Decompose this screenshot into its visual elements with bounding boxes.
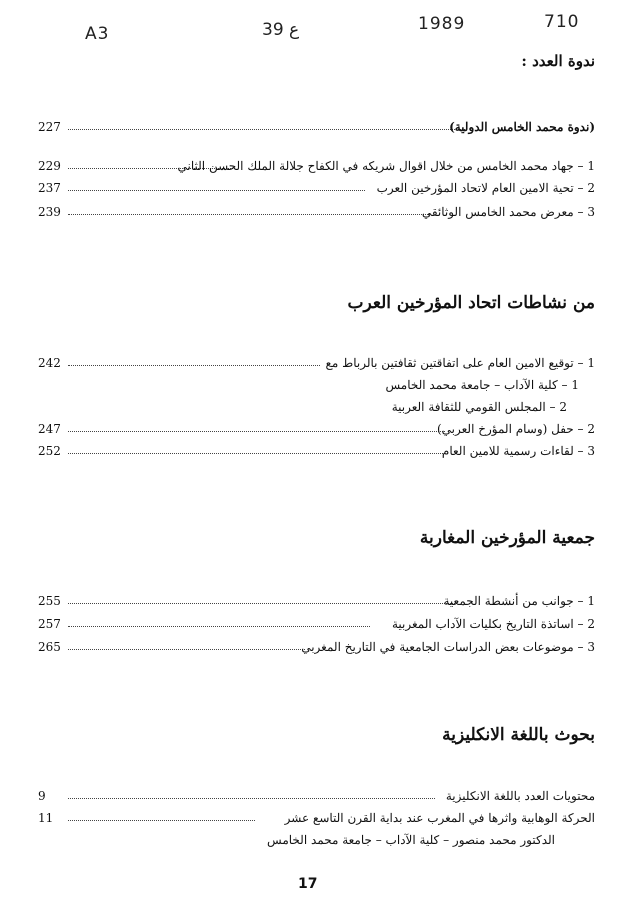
section-title-symposium: ندوة العدد : (521, 52, 595, 70)
entry-text: 2 – تحية الامين العام لاتحاد المؤرخين العرب (376, 181, 595, 195)
page-number: 237 (38, 181, 61, 195)
leader-dots (68, 431, 445, 432)
page-number: 255 (38, 594, 61, 608)
entry-text: 2 – اساتذة التاريخ بكليات الآداب المغربية (391, 617, 595, 631)
toc-entry (38, 356, 595, 374)
handwritten-note-number: 710 (544, 12, 580, 32)
handwritten-note-year: 1989 (418, 14, 466, 34)
page-footer-number: 17 (298, 876, 318, 892)
entry-text: 3 – لقاءات رسمية للامين العام (441, 444, 595, 458)
entry-text: 1 – جهاد محمد الخامس من خلال اقوال شريكه في الكفاح جلالة الملك الحسن الثاني (177, 159, 595, 173)
toc-entry (38, 617, 595, 635)
leader-dots (68, 649, 305, 650)
page-number: 9 (38, 789, 46, 803)
toc-entry (38, 181, 595, 199)
leader-dots (68, 603, 455, 604)
leader-dots (68, 214, 430, 215)
page-number: 227 (38, 120, 61, 134)
leader-dots (68, 129, 465, 130)
leader-dots (68, 820, 255, 821)
leader-dots (68, 365, 320, 366)
leader-dots (68, 190, 365, 191)
entry-text: 1 – توقيع الامين العام على اتفاقتين ثقافتين بالرباط مع (325, 356, 595, 370)
toc-entry (38, 640, 595, 658)
toc-entry (38, 789, 595, 807)
toc-entry (38, 120, 595, 138)
toc-entry (38, 422, 595, 440)
toc-entry (38, 444, 595, 462)
handwritten-note-volume: 39 ع (262, 20, 300, 40)
handwritten-note-a3: A3 (85, 24, 110, 44)
sub-entry: 1 – كلية الآداب – جامعة محمد الخامس (385, 378, 579, 392)
page-number: 229 (38, 159, 61, 173)
page-number: 239 (38, 205, 61, 219)
page-number: 11 (38, 811, 54, 825)
section-title-moroccan-historians: جمعية المؤرخين المغاربة (419, 528, 595, 548)
page-number: 257 (38, 617, 61, 631)
toc-entry (38, 205, 595, 223)
author-line: الدكتور محمد منصور – كلية الآداب – جامعة محمد الخامس (267, 833, 555, 847)
section-title-union: من نشاطات اتحاد المؤرخين العرب (347, 293, 595, 313)
entry-text: محتويات العدد باللغة الانكليزية (445, 789, 595, 803)
leader-dots (68, 798, 435, 799)
page-number: 252 (38, 444, 61, 458)
section-title-english-research: بحوث باللغة الانكليزية (442, 725, 595, 745)
page-number: 242 (38, 356, 61, 370)
entry-text: 2 – حفل (وسام المؤرخ العربي) (437, 422, 595, 436)
leader-dots (68, 453, 445, 454)
toc-entry (38, 811, 595, 829)
toc-entry (38, 594, 595, 612)
entry-text: 1 – جوانب من أنشطة الجمعية (443, 594, 595, 608)
sub-entry: 2 – المجلس القومي للثقافة العربية (391, 400, 567, 414)
toc-entry (38, 159, 595, 177)
entry-text: (ندوة محمد الخامس الدولية) (449, 120, 595, 134)
page-number: 247 (38, 422, 61, 436)
entry-text: 3 – معرض محمد الخامس الوثائقي (421, 205, 595, 219)
leader-dots (68, 626, 370, 627)
entry-text: الحركة الوهابية واثرها في المغرب عند بداية القرن التاسع عشر (284, 811, 595, 825)
page-number: 265 (38, 640, 61, 654)
entry-text: 3 – موضوعات بعض الدراسات الجامعية في التاريخ المغربي (301, 640, 595, 654)
